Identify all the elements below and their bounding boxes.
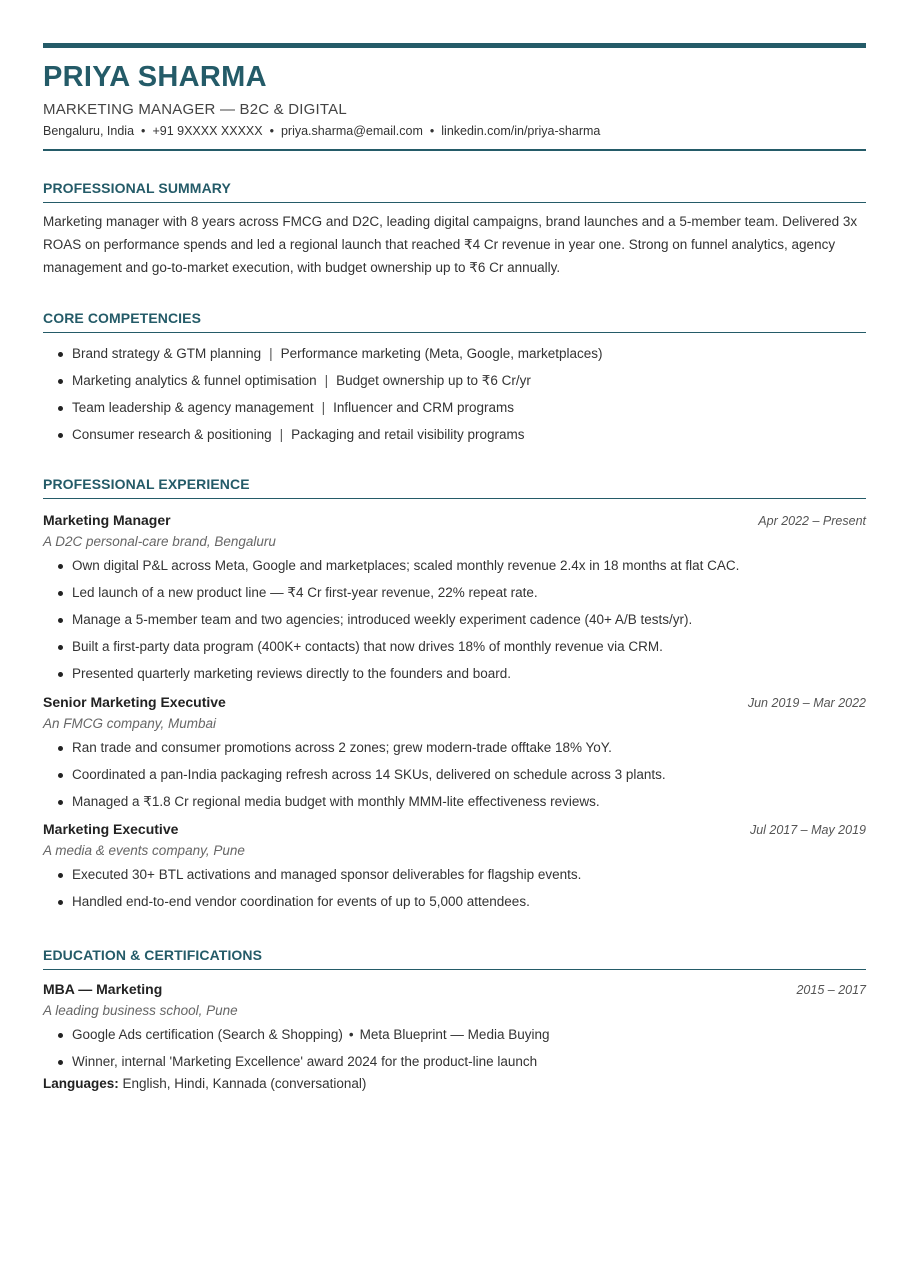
languages-label: Languages:	[43, 1076, 119, 1091]
job-entry	[43, 694, 866, 815]
competency-row	[43, 394, 866, 421]
contact-phone: +91 9XXXX XXXXX	[152, 124, 263, 138]
list-item: Winner, internal 'Marketing Excellence' award 2024 for the product-line launch	[43, 1048, 866, 1075]
competency-row	[43, 367, 866, 394]
competency-item: Brand strategy & GTM planning	[72, 346, 262, 361]
pipe-separator: |	[324, 373, 329, 388]
pipe-separator: |	[321, 400, 326, 415]
list-item: Managed a ₹1.8 Cr regional media budget with monthly MMM-lite effectiveness reviews.	[43, 788, 866, 815]
job-title: Senior Marketing Executive	[43, 694, 226, 710]
contact-separator-dot: •	[429, 124, 435, 138]
competency-row	[43, 340, 866, 367]
contact-linkedin[interactable]: linkedin.com/in/priya-sharma	[441, 124, 601, 138]
section-title-summary: PROFESSIONAL SUMMARY	[43, 180, 866, 203]
top-accent-rule	[43, 43, 866, 48]
list-item: Led launch of a new product line — ₹4 Cr first-year revenue, 22% repeat rate.	[43, 579, 866, 606]
job-bullets	[43, 552, 866, 687]
list-item: Handled end-to-end vendor coordination for events of up to 5,000 attendees.	[43, 888, 866, 915]
contact-email[interactable]: priya.sharma@email.com	[280, 124, 423, 138]
competency-item: Performance marketing (Meta, Google, marketplaces)	[280, 346, 603, 361]
contact-location: Bengaluru, India	[43, 124, 135, 138]
list-item: Built a first-party data program (400K+ contacts) that now drives 18% of monthly revenue via CRM.	[43, 633, 866, 660]
languages-value: English, Hindi, Kannada (conversational)	[122, 1076, 367, 1091]
list-item: Executed 30+ BTL activations and managed sponsor deliverables for flagship events.	[43, 861, 866, 888]
candidate-headline: MARKETING MANAGER — B2C & DIGITAL	[43, 101, 347, 118]
header-divider	[43, 149, 866, 151]
certifications-list	[43, 1021, 866, 1075]
dot-separator: •	[348, 1027, 354, 1042]
section-title-competencies: CORE COMPETENCIES	[43, 310, 866, 333]
contact-separator-dot: •	[141, 124, 146, 138]
job-dates: Jun 2019 – Mar 2022	[747, 696, 866, 710]
competency-item: Packaging and retail visibility programs	[291, 427, 525, 442]
competency-item: Team leadership & agency management	[72, 400, 314, 415]
job-organization: A D2C personal-care brand, Bengaluru	[43, 534, 276, 549]
pipe-separator: |	[269, 346, 273, 361]
job-dates: Jul 2017 – May 2019	[749, 823, 866, 837]
languages-line	[43, 1076, 866, 1091]
contact-separator-dot: •	[269, 124, 274, 138]
certification-item: Google Ads certification (Search & Shopping)	[72, 1027, 343, 1042]
experience-section	[43, 476, 866, 915]
list-item: Coordinated a pan-India packaging refresh across 14 SKUs, delivered on schedule across 3 plants.	[43, 761, 866, 788]
education-dates: 2015 – 2017	[796, 983, 866, 997]
job-title: Marketing Executive	[43, 821, 179, 837]
job-header	[43, 821, 866, 841]
competency-item: Marketing analytics & funnel optimisation	[72, 373, 317, 388]
competencies-list	[43, 340, 866, 448]
job-organization: An FMCG company, Mumbai	[43, 716, 217, 731]
job-entry	[43, 821, 866, 915]
job-header	[43, 512, 866, 532]
pipe-separator: |	[279, 427, 284, 442]
job-header	[43, 694, 866, 714]
education-section	[43, 947, 866, 1091]
job-bullets	[43, 861, 866, 915]
competency-item: Influencer and CRM programs	[333, 400, 514, 415]
list-item: Presented quarterly marketing reviews directly to the founders and board.	[43, 660, 866, 687]
education-entry	[43, 981, 866, 1091]
section-title-education: EDUCATION & CERTIFICATIONS	[43, 947, 866, 970]
job-organization: A media & events company, Pune	[43, 843, 245, 858]
job-title: Marketing Manager	[43, 512, 171, 528]
certification-item: Meta Blueprint — Media Buying	[359, 1027, 550, 1042]
list-item: Manage a 5-member team and two agencies; introduced weekly experiment cadence (40+ A/B tests/yr).	[43, 606, 866, 633]
summary-section	[43, 180, 866, 279]
summary-text: Marketing manager with 8 years across FMCG and D2C, leading digital campaigns, brand launches and a 5-member team. Delivered 3x ROAS on performance spends and led a regional launch that reached ₹4 Cr revenue in year one. Strong on funnel analytics, agency management and go-to-market execution, with budget ownership up to ₹6 Cr annually.	[43, 214, 858, 275]
job-dates: Apr 2022 – Present	[758, 514, 866, 528]
contact-line	[43, 124, 600, 138]
competencies-section	[43, 310, 866, 448]
competency-item: Consumer research & positioning	[72, 427, 272, 442]
school-name: A leading business school, Pune	[43, 1003, 238, 1018]
candidate-name: PRIYA SHARMA	[43, 61, 267, 93]
job-entry	[43, 512, 866, 687]
degree-title: MBA — Marketing	[43, 981, 163, 997]
section-title-experience: PROFESSIONAL EXPERIENCE	[43, 476, 866, 499]
education-header	[43, 981, 866, 1001]
competency-item: Budget ownership up to ₹6 Cr/yr	[336, 373, 531, 388]
list-item: Ran trade and consumer promotions across 2 zones; grew modern-trade offtake 18% YoY.	[43, 734, 866, 761]
list-item	[43, 1021, 866, 1048]
job-bullets	[43, 734, 866, 815]
list-item: Own digital P&L across Meta, Google and marketplaces; scaled monthly revenue 2.4x in 18 months at flat CAC.	[43, 552, 866, 579]
competency-row	[43, 421, 866, 448]
